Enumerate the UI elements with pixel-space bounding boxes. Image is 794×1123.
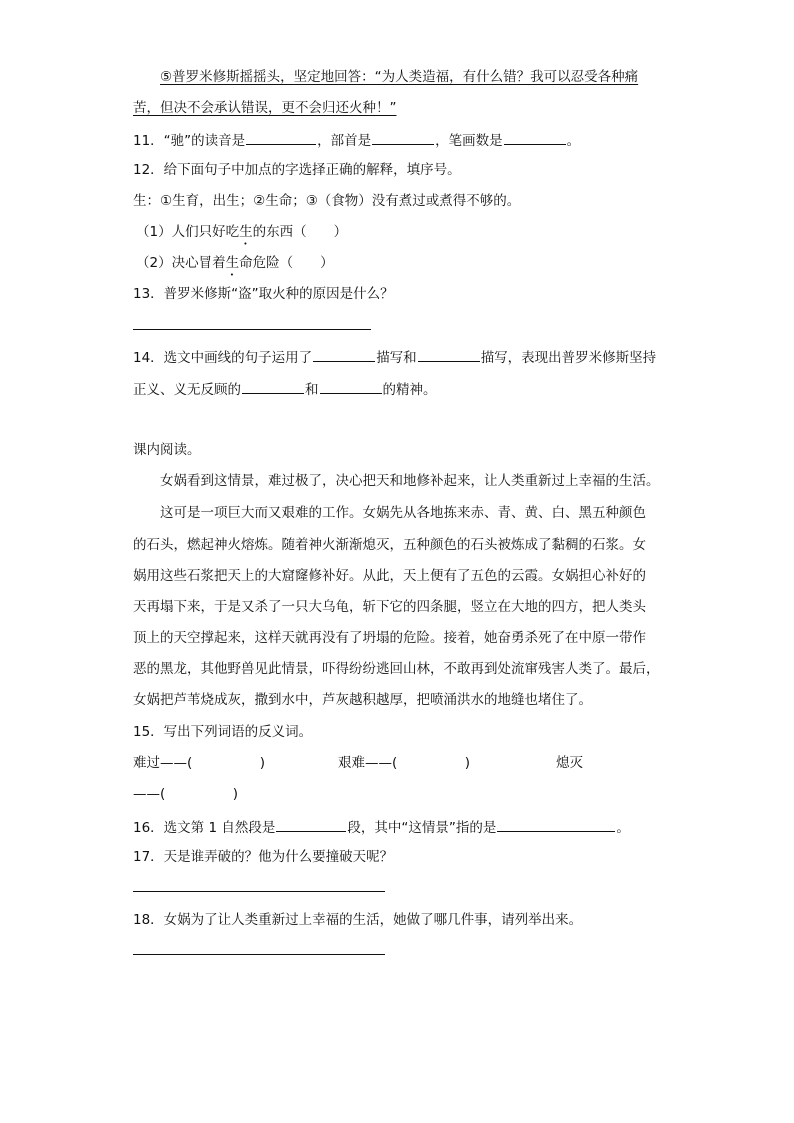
question-12-definitions: 生：①生育，出生；②生命；③（食物）没有煮过或煮得不够的。 xyxy=(133,193,521,209)
q11-radical-blank[interactable] xyxy=(372,130,434,145)
question-13-prompt: 13．普罗米修斯“盗”取火种的原因是什么？ xyxy=(133,286,394,302)
q14-text-e: 和 xyxy=(305,382,319,398)
q14-text-d: 正义、义无反顾的 xyxy=(133,382,241,398)
q18-answer-line[interactable] xyxy=(133,954,385,955)
q17-answer-line[interactable] xyxy=(133,891,385,892)
q14-text-a: 14．选文中画线的句子运用了 xyxy=(133,350,313,366)
question-14-line2 xyxy=(133,379,437,399)
question-17-prompt: 17．天是谁弄破的？他为什么要撞破天呢？ xyxy=(133,849,394,865)
question-14-line1 xyxy=(133,347,656,367)
question-15-word-2[interactable]: 艰难——( ) xyxy=(338,755,471,771)
q12-s2-answer-paren[interactable]: 命危险（ ） xyxy=(239,255,334,271)
section-title: 课内阅读。 xyxy=(133,442,201,458)
q16-blank-2[interactable] xyxy=(497,817,615,832)
passage1-line1: ⑤普罗米修斯摇摇头，坚定地回答：“为人类造福，有什么错？我可以忍受各种痛 xyxy=(160,69,639,85)
passage2-p2-line1: 这可是一项巨大而又艰难的工作。女娲先从各地拣来赤、青、黄、白、黑五种颜色 xyxy=(160,505,646,521)
question-12-prompt: 12．给下面句子中加点的字选择正确的解释，填序号。 xyxy=(133,162,461,178)
q11-text-b: ，部首是 xyxy=(317,133,372,149)
question-15-word-1[interactable]: 难过——( ) xyxy=(133,755,266,771)
passage2-p2-line6: 恶的黑龙，其他野兽见此情景，吓得纷纷逃回山林，不敢再到处流窜残害人类了。最后， xyxy=(133,661,660,677)
q11-text-c: ，笔画数是 xyxy=(435,133,503,149)
q12-s1-dotted-char: 生 xyxy=(239,224,253,240)
passage2-p2-line4: 天再塌下来，于是又杀了一只大乌龟，斩下它的四条腿，竖立在大地的四方，把人类头 xyxy=(133,599,646,615)
q14-blank-1[interactable] xyxy=(313,347,375,362)
question-11 xyxy=(133,130,580,150)
q12-s2-dotted-char: 生 xyxy=(225,255,240,271)
passage1-line2: 苦，但决不会承认错误，更不会归还火种！” xyxy=(133,100,397,116)
q11-text-a: 11．“驰”的读音是 xyxy=(133,133,246,149)
q14-blank-2[interactable] xyxy=(418,347,480,362)
question-12-sentence-2 xyxy=(136,254,334,279)
question-12-sentence-1 xyxy=(136,223,347,248)
q14-blank-4[interactable] xyxy=(320,379,382,394)
question-15-prompt: 15．写出下列词语的反义词。 xyxy=(133,724,313,740)
q14-text-b: 描写和 xyxy=(376,350,417,366)
q14-text-c: 描写，表现出普罗米修斯坚持 xyxy=(480,350,657,366)
q12-s1-answer-paren[interactable]: 的东西（ ） xyxy=(252,224,348,240)
passage2-p2-line7: 女娲把芦苇烧成灰，撒到水中，芦灰越积越厚，把喷涌洪水的地缝也堵住了。 xyxy=(133,692,592,708)
passage2-p2-line3: 娲用这些石浆把天上的大窟窿修补好。从此，天上便有了五色的云霞。女娲担心补好的 xyxy=(133,568,646,584)
question-15-word-3: 熄灭 xyxy=(556,755,583,771)
q11-pronunciation-blank[interactable] xyxy=(246,130,316,145)
q12-s1-pre: （1）人们只好吃 xyxy=(136,224,240,240)
q11-strokes-blank[interactable] xyxy=(504,130,566,145)
q16-text-c: 。 xyxy=(616,820,630,836)
q16-blank-1[interactable] xyxy=(276,817,346,832)
passage2-p2-line2: 的石头，燃起神火熔炼。随着神火渐渐熄灭，五种颜色的石头被炼成了黏稠的石浆。女 xyxy=(133,537,646,553)
q16-text-b: 段，其中“这情景”指的是 xyxy=(347,820,497,836)
q13-answer-line[interactable] xyxy=(133,329,371,330)
passage2-p2-line5: 顶上的天空撑起来，这样天就再没有了坍塌的危险。接着，她奋勇杀死了在中原一带作 xyxy=(133,630,646,646)
q14-text-f: 的精神。 xyxy=(382,382,437,398)
question-18-prompt: 18．女娲为了让人类重新过上幸福的生活，她做了哪几件事，请列举出来。 xyxy=(133,912,583,928)
q12-s2-pre: （2）决心冒着 xyxy=(136,255,226,271)
q11-text-d: 。 xyxy=(566,133,581,149)
question-16 xyxy=(133,817,630,837)
question-15-word-3-answer[interactable]: ——( ) xyxy=(133,786,239,802)
q14-blank-3[interactable] xyxy=(242,379,304,394)
passage2-p1: 女娲看到这情景，难过极了，决心把天和地修补起来，让人类重新过上幸福的生活。 xyxy=(160,473,660,489)
q16-text-a: 16．选文第 1 自然段是 xyxy=(133,820,276,836)
